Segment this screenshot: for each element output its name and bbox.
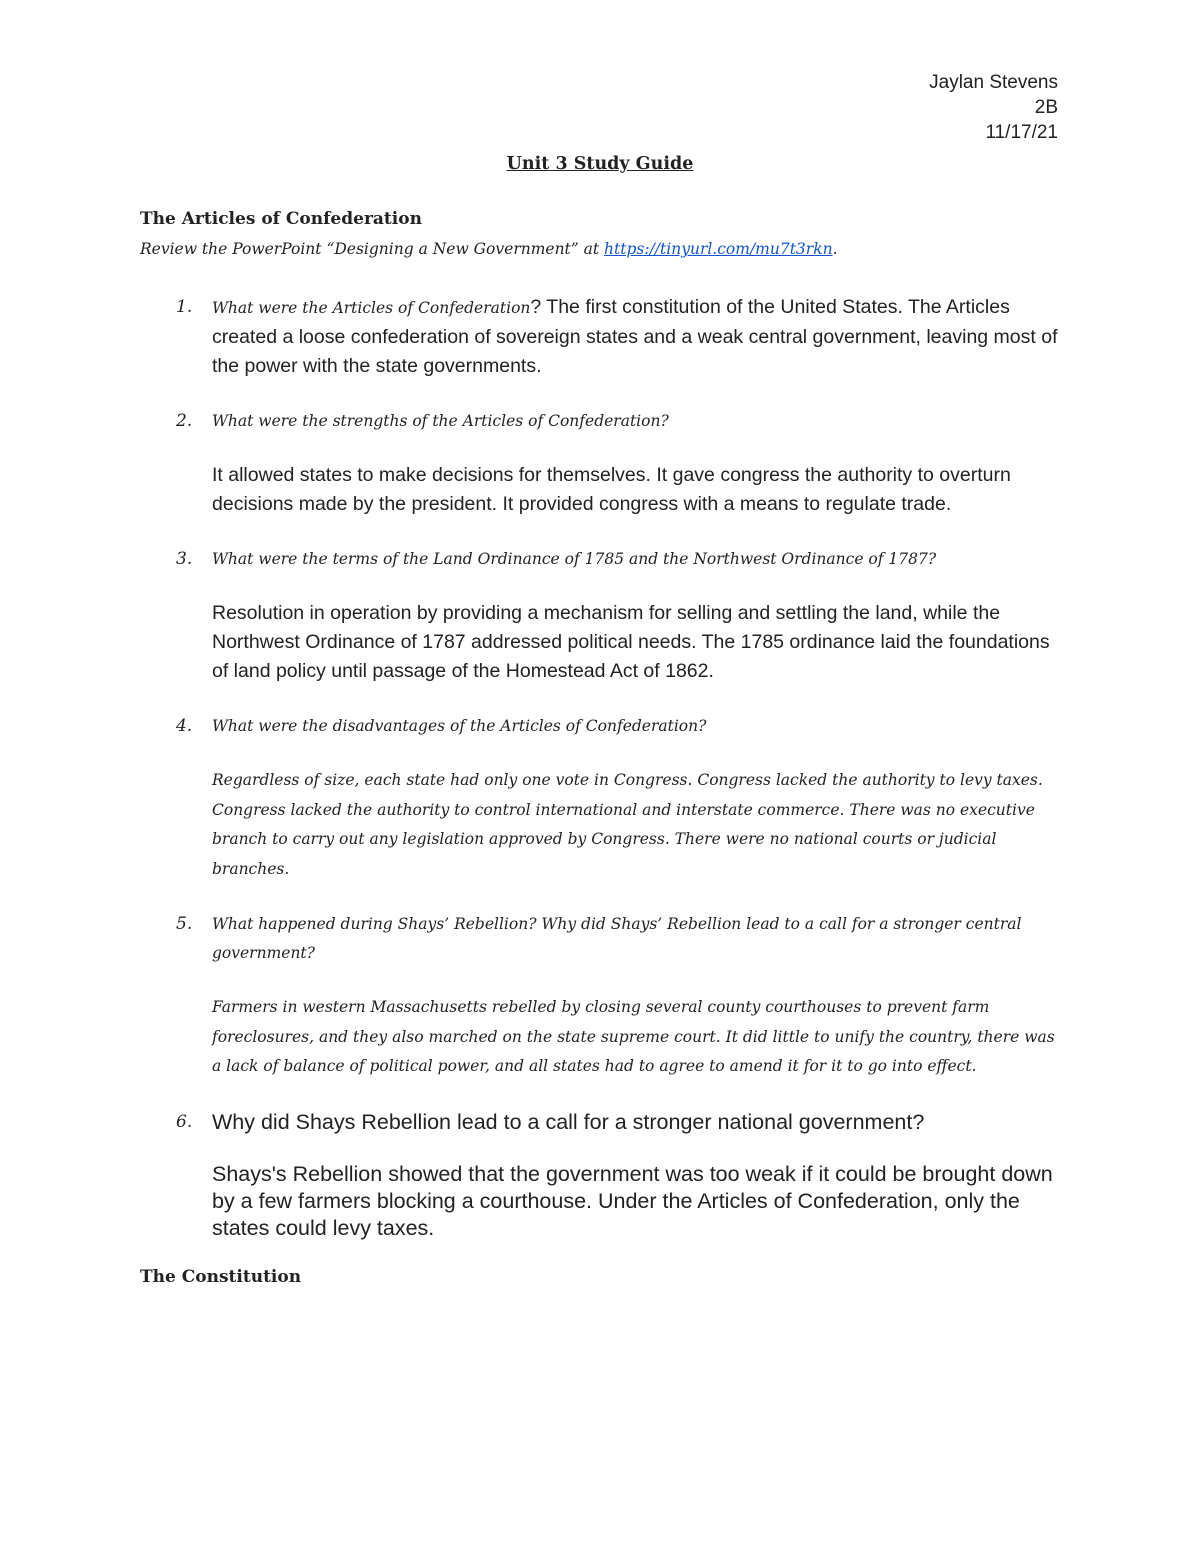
question-number: 4. [176, 716, 193, 736]
class-period: 2B [1034, 97, 1058, 118]
answer-text: Farmers in western Massachusetts rebelled by closing several county courthouses to prevent farm foreclosures, and they also marched on the state supreme court. It did little to unify the country, there was a lack of balance of political power, and all states had to agree to amend it for it to go into effect. [212, 998, 1055, 1075]
powerpoint-link[interactable]: https://tinyurl.com/mu7t3rkn [604, 240, 833, 258]
student-header [140, 70, 1060, 145]
question-text: What were the Articles of Confederation [212, 299, 531, 317]
question-1-block [212, 293, 1060, 381]
question-item-4 [140, 712, 1060, 884]
question-text: What were the strengths of the Articles of Confederation? [212, 412, 669, 430]
document-title: Unit 3 Study Guide [506, 154, 694, 174]
answer-text: ? The first constitution of the United States. The Articles created a loose confederation of sovereign states and a weak central government, leaving most of the power with the state governments. [212, 296, 1058, 377]
question-text: What were the disadvantages of the Articles of Confederation? [212, 717, 707, 735]
section-heading-constitution: The Constitution [140, 1266, 302, 1287]
question-list [140, 293, 1060, 1242]
question-item-2 [140, 407, 1060, 519]
section-intro [140, 237, 1060, 262]
question-item-5 [140, 910, 1060, 1082]
answer-text: It allowed states to make decisions for themselves. It gave congress the authority to overturn decisions made by the president. It provided congress with a means to regulate trade. [212, 464, 1011, 515]
document-date: 11/17/21 [985, 122, 1058, 143]
intro-period: . [832, 240, 838, 258]
question-text: Why did Shays Rebellion lead to a call for a stronger national government? [212, 1109, 925, 1134]
section-heading-articles: The Articles of Confederation [140, 209, 422, 229]
answer-text: Resolution in operation by providing a mechanism for selling and settling the land, while the Northwest Ordinance of 1787 addressed political needs. The 1785 ordinance laid the foundations of land policy until passage of the Homestead Act of 1862. [212, 602, 1050, 682]
question-number: 6. [176, 1111, 193, 1132]
question-text: What were the terms of the Land Ordinance of 1785 and the Northwest Ordinance of 1787? [212, 550, 937, 568]
question-item-1 [140, 293, 1060, 381]
student-name: Jaylan Stevens [929, 72, 1058, 93]
question-number: 3. [176, 549, 193, 569]
question-text: What happened during Shays’ Rebellion? Why did Shays’ Rebellion lead to a call for a stronger central government? [212, 915, 1022, 962]
answer-text: Regardless of size, each state had only one vote in Congress. Congress lacked the authority to levy taxes. Congress lacked the authority to control international and interstate commerce. There was no executive branch to carry out any legislation approved by Congress. There were no national courts or judicial branches. [212, 771, 1043, 878]
question-number: 1. [176, 297, 193, 317]
question-item-3 [140, 545, 1060, 686]
question-item-6 [140, 1108, 1060, 1242]
intro-text: Review the PowerPoint “Designing a New Government” at [140, 240, 605, 258]
answer-text: Shays's Rebellion showed that the government was too weak if it could be brought down by a few farmers blocking a courthouse. Under the Articles of Confederation, only the states could levy taxes. [212, 1161, 1053, 1240]
question-number: 2. [176, 411, 193, 431]
question-number: 5. [176, 914, 193, 934]
